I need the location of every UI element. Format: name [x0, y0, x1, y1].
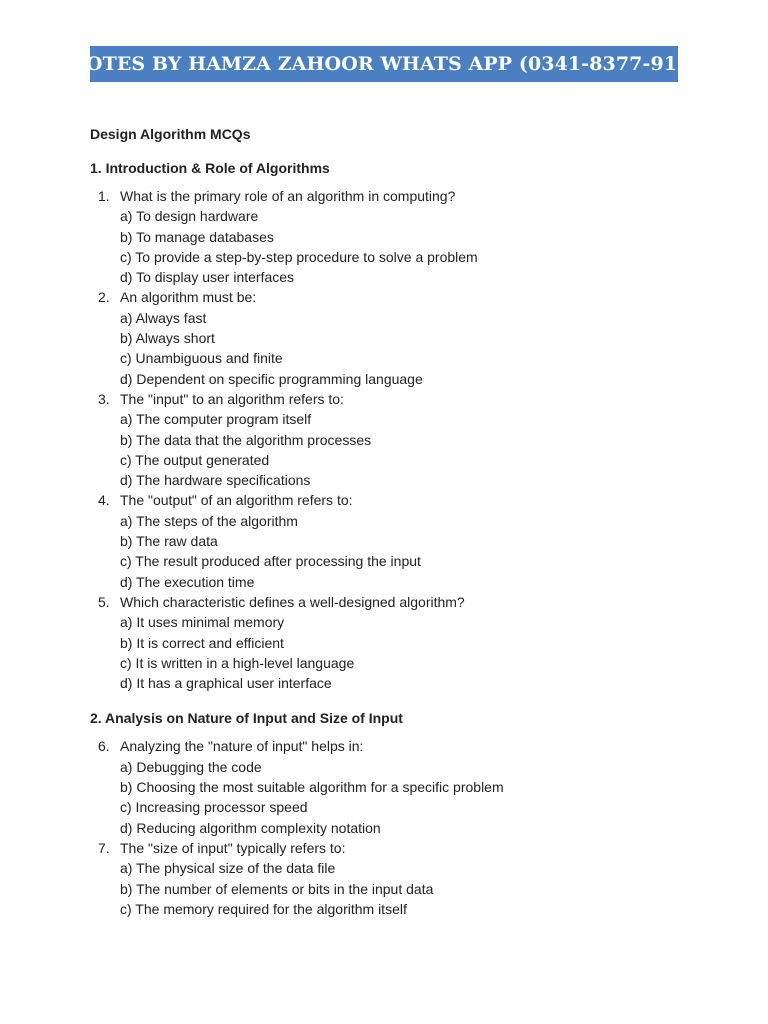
question-text: What is the primary role of an algorithm in computing?: [120, 188, 456, 204]
answer-option: c) The result produced after processing the input: [120, 553, 421, 570]
question-number: 7.: [98, 839, 110, 856]
question-item: [90, 838, 690, 919]
answer-option: a) The computer program itself: [120, 411, 312, 428]
answer-option: c) It is written in a high-level language: [120, 654, 355, 671]
question-list: [90, 736, 690, 919]
answer-option: d) The execution time: [120, 573, 255, 590]
answer-option: a) Debugging the code: [120, 758, 262, 775]
answer-option: c) The memory required for the algorithm itself: [120, 900, 407, 917]
question-text: The "size of input" typically refers to:: [120, 839, 346, 856]
question-text: An algorithm must be:: [120, 289, 257, 306]
answer-option: b) Choosing the most suitable algorithm for a specific problem: [120, 779, 504, 796]
question-number: 5.: [98, 593, 110, 610]
question-number: 1.: [98, 188, 110, 204]
banner-text: NOTES BY HAMZA ZAHOOR WHATS APP (0341-8377-917): [68, 53, 700, 75]
answer-option: c) Increasing processor speed: [120, 799, 308, 816]
question-item: [90, 287, 690, 388]
question-item: [90, 490, 690, 591]
answer-option: d) Dependent on specific programming language: [120, 370, 423, 387]
question-item: [90, 186, 690, 287]
section-heading: 1. Introduction & Role of Algorithms: [90, 160, 330, 176]
answer-option: b) The raw data: [120, 533, 218, 550]
answer-option: b) Always short: [120, 330, 215, 347]
question-number: 2.: [98, 289, 110, 306]
question-text: The "output" of an algorithm refers to:: [120, 492, 353, 509]
question-item: [90, 389, 690, 490]
answer-option: c) The output generated: [120, 451, 270, 468]
answer-option: d) It has a graphical user interface: [120, 675, 332, 692]
section-input-analysis: [90, 708, 690, 919]
header-banner: [68, 46, 700, 82]
question-text: The "input" to an algorithm refers to:: [120, 390, 344, 407]
answer-option: b) The data that the algorithm processes: [120, 431, 372, 448]
document-title: Design Algorithm MCQs: [90, 126, 251, 142]
question-item: [90, 592, 690, 693]
question-list: [90, 186, 690, 693]
answer-option: c) To provide a step-by-step procedure to solve a problem: [120, 248, 478, 265]
answer-option: d) To display user interfaces: [120, 269, 295, 286]
answer-option: c) Unambiguous and finite: [120, 350, 283, 367]
question-text: Which characteristic defines a well-designed algorithm?: [120, 593, 465, 610]
answer-option: a) It uses minimal memory: [120, 614, 285, 631]
section-heading: 2. Analysis on Nature of Input and Size of Input: [90, 710, 403, 727]
answer-option: b) It is correct and efficient: [120, 634, 284, 651]
question-number: 6.: [98, 738, 110, 755]
answer-option: a) To design hardware: [120, 208, 259, 225]
answer-option: a) Always fast: [120, 309, 207, 326]
answer-option: d) Reducing algorithm complexity notation: [120, 819, 381, 836]
answer-option: b) To manage databases: [120, 228, 274, 245]
document-body: [90, 124, 690, 934]
question-number: 3.: [98, 390, 110, 407]
answer-option: a) The physical size of the data file: [120, 860, 336, 877]
question-text: Analyzing the "nature of input" helps in:: [120, 738, 364, 755]
answer-option: a) The steps of the algorithm: [120, 512, 298, 529]
answer-option: d) The hardware specifications: [120, 472, 311, 489]
question-item: [90, 736, 690, 837]
section-introduction: [90, 158, 690, 693]
question-number: 4.: [98, 492, 110, 509]
answer-option: b) The number of elements or bits in the input data: [120, 880, 434, 897]
